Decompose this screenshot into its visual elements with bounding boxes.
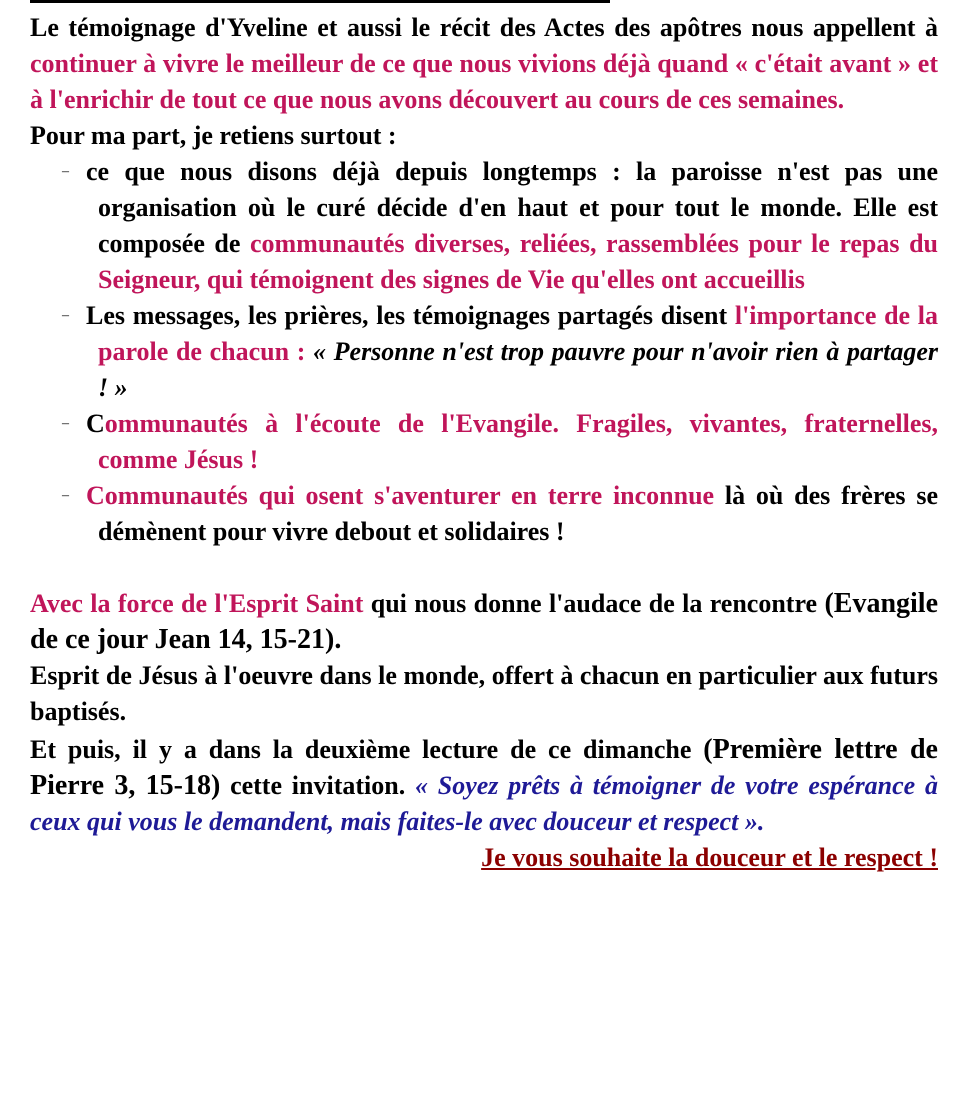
spacer (30, 550, 938, 586)
lecture-quote: « Soyez prêts à témoigner de votre espérance à ceux qui vous le demandent, mais faites-le avec douceur et respect ». (30, 771, 939, 836)
item-highlight: communautés diverses, reliées, rassemblées pour le repas du Seigneur, qui témoignent des signes de Vie qu'elles ont accueillis (98, 229, 938, 294)
intro-text: Le témoignage d'Yveline et aussi le récit des Actes des apôtres nous appellent à (30, 13, 938, 42)
lecture-paragraph (30, 732, 938, 840)
list-item (30, 406, 938, 478)
retiens-line: Pour ma part, je retiens surtout : (30, 121, 397, 150)
item-text: Les messages, les prières, les témoignages partagés disent (86, 301, 735, 330)
esprit-text: qui nous donne l'audace de la rencontre (363, 589, 825, 618)
item-highlight: ommunautés à l'écoute de l'Evangile. Fragiles, vivantes, fraternelles, comme Jésus ! (98, 409, 938, 474)
item-text: ce que nous disons déjà depuis longtemps : la paroisse n'est pas une organisation où le curé décide d'en haut et pour tout le monde. Elle est composée de (86, 157, 938, 258)
item-highlight: l'importance de la parole de chacun : (98, 301, 938, 366)
bullet: – (62, 308, 69, 323)
bullet: – (62, 416, 69, 431)
esprit2-paragraph: Esprit de Jésus à l'oeuvre dans le monde, offert à chacun en particulier aux futurs baptisés. (30, 661, 938, 726)
lecture-text: Et puis, il y a dans la deuxième lecture de ce dimanche (30, 735, 704, 764)
esprit-highlight: Avec la force de l'Esprit Saint (30, 589, 364, 618)
gospel-reference: (Evangile de ce jour Jean 14, 15-21). (30, 588, 938, 655)
intro-highlight: continuer à vivre le meilleur de ce que nous vivions déjà quand « c'était avant » et à l'enrichir de tout ce que nous avons découvert au cours de ces semaines. (30, 49, 938, 114)
intro-paragraph (30, 10, 938, 118)
lecture-reference: (Première lettre de Pierre 3, 15-18) (30, 734, 938, 801)
bullet: – (62, 164, 69, 179)
bullet: – (62, 488, 69, 503)
top-rule (30, 0, 610, 3)
item-quote: « Personne n'est trop pauvre pour n'avoir rien à partager ! » (98, 337, 938, 402)
document-body (30, 10, 938, 876)
lecture-text2: cette invitation. (220, 771, 415, 800)
item-highlight: Communautés qui osent s'aventurer en terre inconnue (86, 481, 715, 510)
item-text: là où des frères se démènent pour vivre debout et solidaires ! (98, 481, 938, 546)
list-item (30, 298, 938, 406)
item-text: C (86, 409, 105, 438)
esprit-paragraph (30, 586, 938, 658)
list-item (30, 478, 938, 550)
list-item (30, 154, 938, 298)
closing-text: Je vous souhaite la douceur et le respect ! (481, 843, 938, 872)
closing-line (30, 840, 938, 876)
